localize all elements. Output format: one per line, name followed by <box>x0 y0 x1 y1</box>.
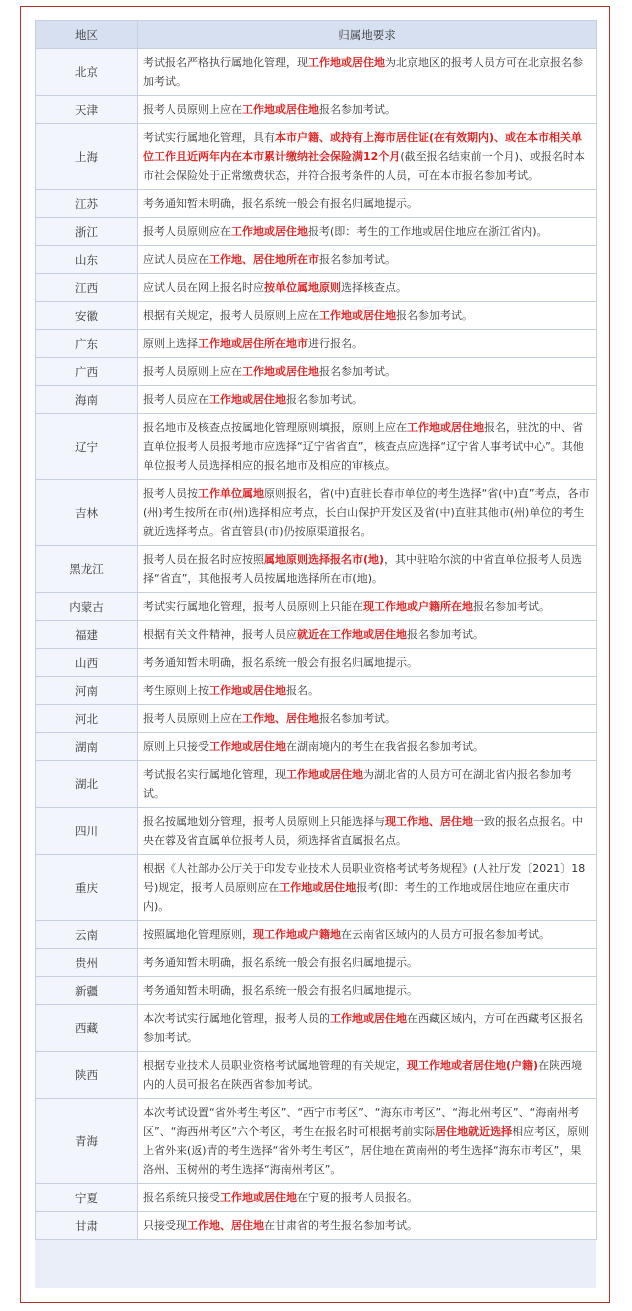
requirement-text: 报考人员在报名时应按照 <box>143 553 264 566</box>
region-cell: 云南 <box>36 921 138 949</box>
table-row <box>36 677 597 705</box>
table-row <box>36 705 597 733</box>
requirement-text: 报名按属地划分管理，报考人员原则上只能选择与 <box>143 815 385 828</box>
highlight-text: 工作地或居住地 <box>308 56 385 69</box>
requirement-text: 考试实行属地化管理，报考人员原则上只能在 <box>143 600 363 613</box>
table-row <box>36 274 597 302</box>
region-cell: 新疆 <box>36 977 138 1005</box>
highlight-text: 本市户籍、或持有上海市居住证(在有效期内)、或在本市相关单位工作且近两年内在本市累计缴纳社会保险满12个月 <box>143 131 583 163</box>
requirement-cell <box>138 302 597 330</box>
requirement-cell <box>138 1099 597 1184</box>
requirement-text: 本次考试设置“省外考生考区”、“西宁市考区”、“海东市考区”、“海北州考区”、“海南州考区”、“海西州考区”六个考区，考生在报名时可根据考前实际 <box>143 1106 580 1138</box>
requirement-text: (截至报名结束前一个月)、或报名时本市社会保险处于正常缴费状态，并符合报考条件的人员，可在本市报名参加考试。 <box>143 150 585 182</box>
highlight-text: 属地原则选择报名市(地) <box>264 553 385 566</box>
table-row <box>36 593 597 621</box>
requirement-text: 为北京地区的报考人员方可在北京报名参加考试。 <box>143 56 583 88</box>
table-row <box>36 124 597 190</box>
region-cell: 宁夏 <box>36 1184 138 1212</box>
table-row <box>36 358 597 386</box>
requirement-cell <box>138 977 597 1005</box>
requirement-text: 根据《人社部办公厅关于印发专业技术人员职业资格考试考务规程》(人社厅发〔2021〕18号)规定，报考人员原则应在 <box>143 862 586 894</box>
region-cell: 西藏 <box>36 1005 138 1052</box>
requirement-text: 选择核查点。 <box>341 281 407 294</box>
region-cell: 河北 <box>36 705 138 733</box>
highlight-text: 工作地或居住地 <box>286 768 363 781</box>
requirement-text: 考务通知暂未明确，报名系统一般会有报名归属地提示。 <box>143 197 418 210</box>
requirement-text: 报名参加考试。 <box>319 712 396 725</box>
requirement-text: 报考(即：考生的工作地或居住地应在浙江省内)。 <box>308 225 548 238</box>
requirement-text: 只接受现 <box>143 1219 187 1232</box>
table-row <box>36 977 597 1005</box>
requirement-text: 考试报名严格执行属地化管理，现 <box>143 56 308 69</box>
requirement-text: 考试实行属地化管理，具有 <box>143 131 275 144</box>
table-row <box>36 808 597 855</box>
requirement-text: 报考人员原则上应在 <box>143 712 242 725</box>
requirement-cell <box>138 649 597 677</box>
region-cell: 辽宁 <box>36 414 138 480</box>
requirement-text: 报名，驻沈的中、省直单位报考人员报考地市应选择“辽宁省省直”，核查点应选择“辽宁省人事考试中心”。其他单位报考人员选择相应的报名地市及相应的审核点。 <box>143 421 584 472</box>
region-cell: 山东 <box>36 246 138 274</box>
requirement-text: 应试人员在网上报名时应 <box>143 281 264 294</box>
highlight-text: 工作地、居住地所在市 <box>209 253 319 266</box>
requirement-cell <box>138 1052 597 1099</box>
table-row <box>36 921 597 949</box>
table-row <box>36 480 597 546</box>
highlight-text: 工作地或居住地 <box>209 393 286 406</box>
table-panel <box>35 20 596 1288</box>
region-cell: 福建 <box>36 621 138 649</box>
requirement-cell <box>138 949 597 977</box>
region-cell: 四川 <box>36 808 138 855</box>
table-row <box>36 190 597 218</box>
header-requirement: 归属地要求 <box>138 21 597 49</box>
highlight-text: 现工作地、居住地 <box>385 815 473 828</box>
requirement-text: 报名参加考试。 <box>473 600 550 613</box>
highlight-text: 工作地或居住地 <box>407 421 484 434</box>
highlight-text: 按单位属地原则 <box>264 281 341 294</box>
highlight-text: 工作地或居住地 <box>242 103 319 116</box>
region-cell: 安徽 <box>36 302 138 330</box>
requirement-cell <box>138 705 597 733</box>
table-row <box>36 96 597 124</box>
requirement-cell <box>138 593 597 621</box>
highlight-text: 工作地或居住地 <box>242 365 319 378</box>
highlight-text: 工作地或居住地 <box>319 309 396 322</box>
requirement-text: 根据有关文件精神，报考人员应 <box>143 628 297 641</box>
requirement-text: 应试人员应在 <box>143 253 209 266</box>
requirement-text: 报名参加考试。 <box>286 393 363 406</box>
table-row <box>36 649 597 677</box>
requirement-cell <box>138 677 597 705</box>
requirement-cell <box>138 274 597 302</box>
table-row <box>36 302 597 330</box>
requirement-cell <box>138 761 597 808</box>
requirement-cell <box>138 808 597 855</box>
requirement-text: 报名系统只接受 <box>143 1191 220 1204</box>
requirement-cell <box>138 1212 597 1240</box>
requirement-cell <box>138 246 597 274</box>
table-body <box>36 49 597 1240</box>
requirement-text: 报名地市及核查点按属地化管理原则填报，原则上应在 <box>143 421 407 434</box>
highlight-text: 工作地或居住地 <box>209 740 286 753</box>
highlight-text: 工作地或居住地 <box>330 1012 407 1025</box>
requirement-text: 报名参加考试。 <box>319 253 396 266</box>
table-row <box>36 1184 597 1212</box>
region-cell: 江苏 <box>36 190 138 218</box>
table-header-row <box>36 21 597 49</box>
requirement-cell <box>138 1184 597 1212</box>
requirement-text: 报名参加考试。 <box>319 365 396 378</box>
requirement-cell <box>138 1005 597 1052</box>
region-cell: 浙江 <box>36 218 138 246</box>
table-row <box>36 49 597 96</box>
table-row <box>36 1212 597 1240</box>
requirement-text: 在宁夏的报考人员报名。 <box>297 1191 418 1204</box>
region-cell: 北京 <box>36 49 138 96</box>
requirement-text: 报名参加考试。 <box>319 103 396 116</box>
highlight-text: 现工作地或户籍所在地 <box>363 600 473 613</box>
requirement-text: 报考人员原则应在 <box>143 225 231 238</box>
region-cell: 海南 <box>36 386 138 414</box>
highlight-text: 工作地或居住地 <box>220 1191 297 1204</box>
requirement-text: 一致的报名点报名。中央在蓉及省直属单位报考人员，须选择省直属报名点。 <box>143 815 583 847</box>
requirement-cell <box>138 190 597 218</box>
requirement-cell <box>138 921 597 949</box>
requirement-text: 报考人员按 <box>143 487 198 500</box>
table-row <box>36 1005 597 1052</box>
requirement-text: 原则报名，省(中)直驻长春市单位的考生选择“省(中)直”考点，各市(州)考生按所在市(州)选择相应考点，长白山保护开发区及省(中)直驻其他市(州)单位的考生就近选择考点。省直管县(市)仍按原渠道报名。 <box>143 487 590 538</box>
highlight-text: 工作地或居住地 <box>279 881 357 894</box>
table-row <box>36 546 597 593</box>
highlight-text: 工作地或居住所在地市 <box>198 337 308 350</box>
requirement-cell <box>138 218 597 246</box>
requirement-text: 报名参加考试。 <box>407 628 484 641</box>
table-row <box>36 1099 597 1184</box>
requirement-text: 考务通知暂未明确，报名系统一般会有报名归属地提示。 <box>143 656 418 669</box>
region-cell: 甘肃 <box>36 1212 138 1240</box>
requirement-text: 在云南省区域内的人员方可报名参加考试。 <box>341 928 550 941</box>
requirement-text: 考务通知暂未明确，报名系统一般会有报名归属地提示。 <box>143 956 418 969</box>
region-cell: 河南 <box>36 677 138 705</box>
requirement-text: 为湖北省的人员方可在湖北省内报名参加考试。 <box>143 768 572 800</box>
requirement-text: 原则上选择 <box>143 337 198 350</box>
requirement-cell <box>138 733 597 761</box>
requirement-text: 在湖南境内的考生在我省报名参加考试。 <box>286 740 484 753</box>
region-cell: 上海 <box>36 124 138 190</box>
region-cell: 贵州 <box>36 949 138 977</box>
highlight-text: 现工作地或者居住地(户籍) <box>407 1059 539 1072</box>
region-cell: 陕西 <box>36 1052 138 1099</box>
region-cell: 吉林 <box>36 480 138 546</box>
region-cell: 广西 <box>36 358 138 386</box>
requirement-cell <box>138 49 597 96</box>
highlight-text: 现工作地或户籍地 <box>253 928 341 941</box>
requirement-text: 报考(即：考生的工作地或居住地应在重庆市内)。 <box>143 881 570 913</box>
highlight-text: 工作地或居住地 <box>209 684 286 697</box>
table-row <box>36 246 597 274</box>
highlight-text: 就近在工作地或居住地 <box>297 628 407 641</box>
requirement-text: 考务通知暂未明确，报名系统一般会有报名归属地提示。 <box>143 984 418 997</box>
table-row <box>36 218 597 246</box>
requirement-text: 按照属地化管理原则， <box>143 928 253 941</box>
requirement-text: 考生原则上按 <box>143 684 209 697</box>
requirement-cell <box>138 330 597 358</box>
requirement-cell <box>138 124 597 190</box>
region-cell: 广东 <box>36 330 138 358</box>
requirement-text: 报名参加考试。 <box>396 309 473 322</box>
requirement-text: 报名。 <box>286 684 319 697</box>
requirement-text: 原则上只接受 <box>143 740 209 753</box>
region-requirement-table <box>35 20 597 1240</box>
requirement-text: 根据专业技术人员职业资格考试属地管理的有关规定， <box>143 1059 407 1072</box>
requirement-text: 考试报名实行属地化管理，现 <box>143 768 286 781</box>
region-cell: 湖北 <box>36 761 138 808</box>
table-row <box>36 855 597 921</box>
region-cell: 山西 <box>36 649 138 677</box>
highlight-text: 工作地、居住地 <box>242 712 319 725</box>
requirement-text: 相应考区，原则上省外来(返)青的考生选择“省外考生考区”，居住地在黄南州的考生选择“海东市考区”，果洛州、玉树州的考生选择“海南州考区”。 <box>143 1125 590 1176</box>
requirement-cell <box>138 414 597 480</box>
requirement-text: 根据有关规定，报考人员原则上应在 <box>143 309 319 322</box>
table-row <box>36 621 597 649</box>
table-row <box>36 1052 597 1099</box>
header-region: 地区 <box>36 21 138 49</box>
requirement-text: 报考人员原则上应在 <box>143 103 242 116</box>
region-cell: 江西 <box>36 274 138 302</box>
region-cell: 湖南 <box>36 733 138 761</box>
table-row <box>36 761 597 808</box>
region-cell: 重庆 <box>36 855 138 921</box>
region-cell: 青海 <box>36 1099 138 1184</box>
requirement-text: ，其中驻哈尔滨的中省直单位报考人员选择“省直”，其他报考人员按属地选择所在市(地)。 <box>143 553 583 585</box>
requirement-cell <box>138 621 597 649</box>
requirement-text: 在陕西境内的人员可报名在陕西省参加考试。 <box>143 1059 583 1091</box>
requirement-text: 在甘肃省的考生报名参加考试。 <box>264 1219 418 1232</box>
requirement-text: 报考人员应在 <box>143 393 209 406</box>
requirement-cell <box>138 546 597 593</box>
highlight-text: 工作地、居住地 <box>187 1219 264 1232</box>
article-frame <box>20 6 610 1303</box>
requirement-cell <box>138 358 597 386</box>
highlight-text: 工作地或居住地 <box>231 225 308 238</box>
region-cell: 内蒙古 <box>36 593 138 621</box>
region-cell: 黑龙江 <box>36 546 138 593</box>
requirement-cell <box>138 386 597 414</box>
highlight-text: 居住地就近选择 <box>435 1125 513 1138</box>
table-row <box>36 733 597 761</box>
table-row <box>36 414 597 480</box>
requirement-text: 报考人员原则上应在 <box>143 365 242 378</box>
requirement-text: 在西藏区域内，方可在西藏考区报名参加考试。 <box>143 1012 583 1044</box>
requirement-cell <box>138 480 597 546</box>
requirement-text: 进行报名。 <box>308 337 363 350</box>
table-row <box>36 949 597 977</box>
table-row <box>36 330 597 358</box>
requirement-cell <box>138 96 597 124</box>
requirement-cell <box>138 855 597 921</box>
table-row <box>36 386 597 414</box>
highlight-text: 工作单位属地 <box>198 487 264 500</box>
requirement-text: 本次考试实行属地化管理，报考人员的 <box>143 1012 330 1025</box>
region-cell: 天津 <box>36 96 138 124</box>
